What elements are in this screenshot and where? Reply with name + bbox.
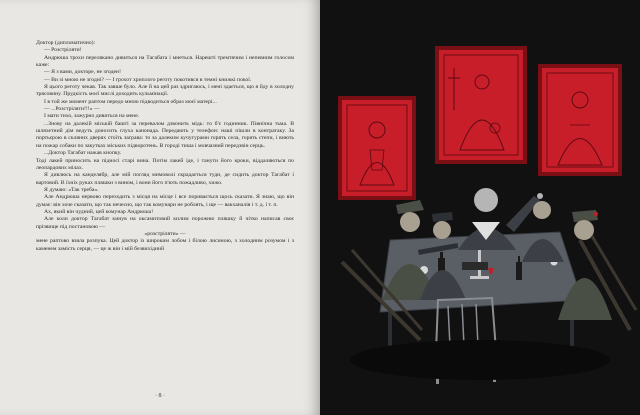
paragraph: ...Доктор Тагабат нажав кнопку. — [44, 150, 122, 157]
paragraph: І в той же момент раптом передо мною підводиться образ моєї матері... — [44, 98, 217, 105]
illustration — [320, 0, 640, 415]
paragraph: І мати тихо, зажурно дивиться на мене. — [44, 113, 140, 120]
floor-shadow — [350, 340, 610, 380]
paragraph: Доктор (дипломатично): — [36, 40, 96, 46]
right-page — [320, 0, 640, 415]
portrait-right — [538, 64, 622, 176]
paragraph: — ...Розстріляти!!!» — — [44, 106, 100, 113]
page-number: · 8 · — [155, 393, 165, 399]
paragraph: Ах, який він чудний, цей комунар Андрюша! — [44, 208, 154, 215]
paragraph: Але коли доктор Тагабат кинув на оксамитовий килим порожню пляшку й чітко написав своє прізвище під постановою — — [36, 216, 294, 230]
portrait-left — [338, 96, 416, 200]
paragraph: Але Андрюша нервово переходить з місця на місце і все поривається щось сказати. Я знаю, що він думає: він хоче сказати, що так нечесно, що так комунари не роблять, і ще — вакханалія і т. д. і т. п. — [36, 194, 294, 208]
portrait-center — [435, 46, 527, 164]
paragraph: — Розстріляти! — [44, 47, 82, 54]
body-text — [36, 40, 294, 253]
paragraph: «розстріляти» — — [144, 230, 186, 237]
paragraph: Я думаю: «Так треба». — [44, 186, 99, 193]
paragraph: Я цього реготу чекав. Так завше було. Але й на цей раз здригаюсь, і мені здається, що я йду в холодну трясовину. Прудкість моєї мислі доходить кульмінації. — [36, 84, 294, 98]
paragraph: Я дивлюсь на канделябр, але мій погляд мимоволі скрадається туди, де сидить доктор Тагабат і вартовий. В їхніх руках пляшки з вином, і вони його п'ють пожадливо, хижо. — [36, 172, 294, 186]
paragraph: — Я з вами, докторе, не згоден! — [44, 69, 121, 76]
paragraph: Тоді лакей приносить на підносі старі вина. Потім лакей іде, і танути його кроки, віддаляються по леопардових мілах. — [36, 157, 294, 171]
paragraph: Андрюша трохи перелякано дивиться на Тагабата і мнеться. Нарешті тремтячим і непевним голосом каже: — [36, 54, 294, 69]
paragraph: — Ви зі мною не згодні? — І грохот хриплого реготу покотився в темні книжкі покої. — [44, 76, 252, 83]
paragraph: мене раптово взяла розпука. Цей доктор із широким лобом і білою лисиною, з холодним розумом і з каменем замість серця, — це ж він і мій безвихідний — [36, 238, 294, 252]
paragraph: ...Знову на далекій міській башті за перевалом дзвонить мідь: то б'є годинник. Північна тьма. В шляхетний дім ведуть доносить глуха канонада. Передають у телефон: наші пішли в контратаку. За портьєрою в скляних дверях стоїть заграва: то за далеким кучугурами горять села, горять степи, і виють на пожар собаки по закутках міських підворотень. В городі тиша і мовчазний передзвін серць. — [36, 120, 294, 149]
